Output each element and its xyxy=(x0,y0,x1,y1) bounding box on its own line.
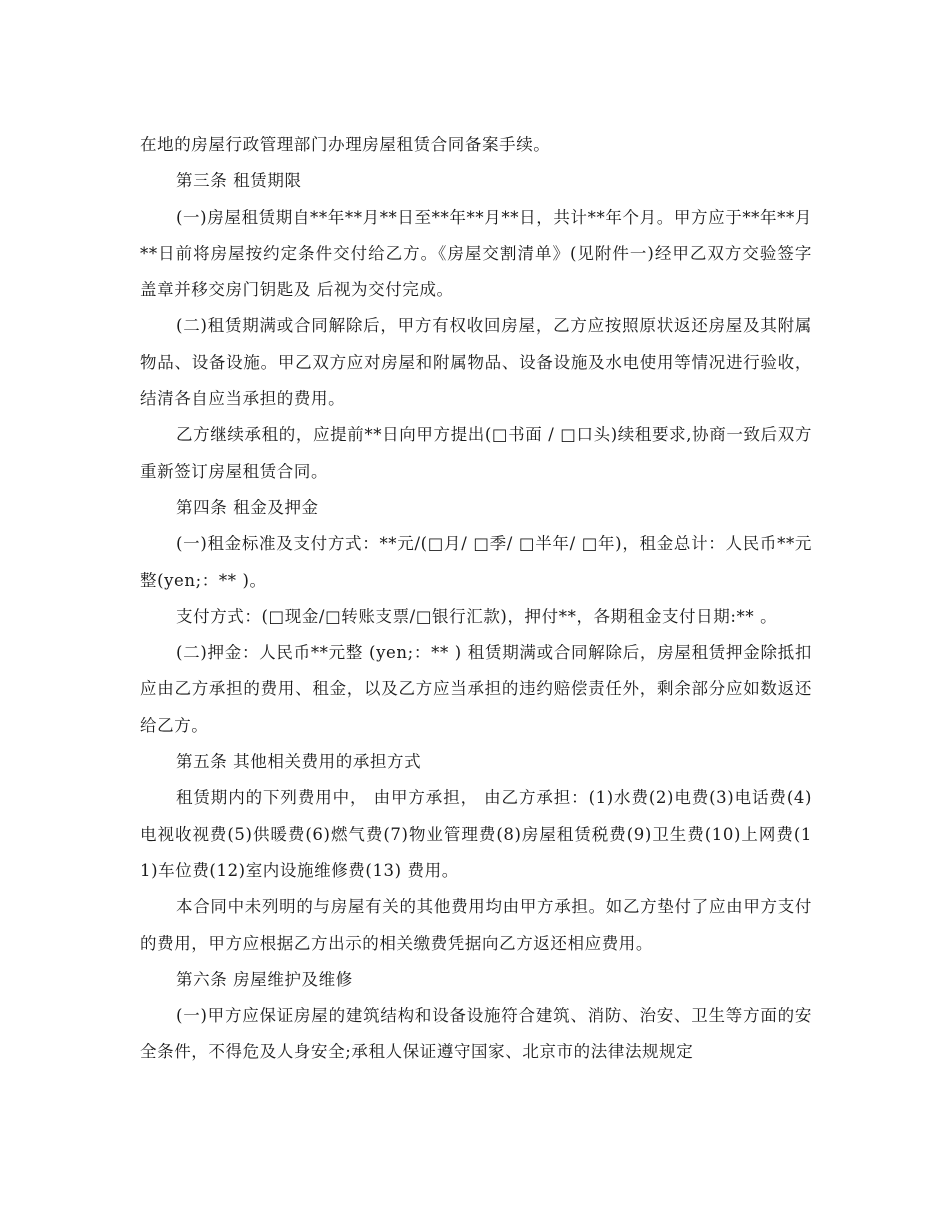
paragraph-rent-standard: (一)租金标准及支付方式：**元/(□月/ □季/ □半年/ □年)，租金总计：人民币**元整(yen;：** )。 xyxy=(140,534,812,590)
document-body xyxy=(140,127,812,1071)
section-heading-article-6: 第六条 房屋维护及维修 xyxy=(176,969,353,989)
paragraph-lease-term: (一)房屋租赁期自**年**月**日至**年**月**日，共计**年个月。甲方应于**年**月**日前将房屋按约定条件交付给乙方。《房屋交割清单》(见附件一)经甲乙双方交验签字盖章并移交房门钥匙及 后视为交付完成。 xyxy=(140,207,812,300)
section-heading-article-3: 第三条 租赁期限 xyxy=(176,171,302,191)
paragraph-other-fees: 本合同中未列明的与房屋有关的其他费用均由甲方承担。如乙方垫付了应由甲方支付的费用，甲方应根据乙方出示的相关缴费凭据向乙方返还相应费用。 xyxy=(140,897,812,953)
section-heading-article-4: 第四条 租金及押金 xyxy=(176,497,319,517)
paragraph-continuation: 在地的房屋行政管理部门办理房屋租赁合同备案手续。 xyxy=(140,135,551,154)
paragraph-payment-method: 支付方式：(□现金/□转账支票/□银行汇款)，押付**，各期租金支付日期:** 。 xyxy=(176,606,778,626)
paragraph-fee-list: 租赁期内的下列费用中， 由甲方承担， 由乙方承担：(1)水费(2)电费(3)电话费(4)电视收视费(5)供暖费(6)燃气费(7)物业管理费(8)房屋租赁税费(9)卫生费(10)上网费(11)车位费(12)室内设施维修费(13) 费用。 xyxy=(140,788,812,880)
paragraph-lease-end: (二)租赁期满或合同解除后，甲方有权收回房屋，乙方应按照原状返还房屋及其附属物品、设备设施。甲乙双方应对房屋和附属物品、设备设施及水电使用等情况进行验收，结清各自应当承担的费用。 xyxy=(140,316,812,409)
paragraph-deposit: (二)押金：人民币**元整 (yen;：** ) 租赁期满或合同解除后，房屋租赁押金除抵扣应由乙方承担的费用、租金，以及乙方应当承担的违约赔偿责任外，剩余部分应如数返还给乙方。 xyxy=(140,643,812,735)
paragraph-maintenance: (一)甲方应保证房屋的建筑结构和设备设施符合建筑、消防、治安、卫生等方面的安全条件，不得危及人身安全;承租人保证遵守国家、北京市的法律法规规定 xyxy=(140,1006,812,1062)
section-heading-article-5: 第五条 其他相关费用的承担方式 xyxy=(176,752,422,772)
paragraph-renewal: 乙方继续承租的，应提前**日向甲方提出(□书面 / □口头)续租要求,协商一致后双方重新签订房屋租赁合同。 xyxy=(140,425,812,481)
